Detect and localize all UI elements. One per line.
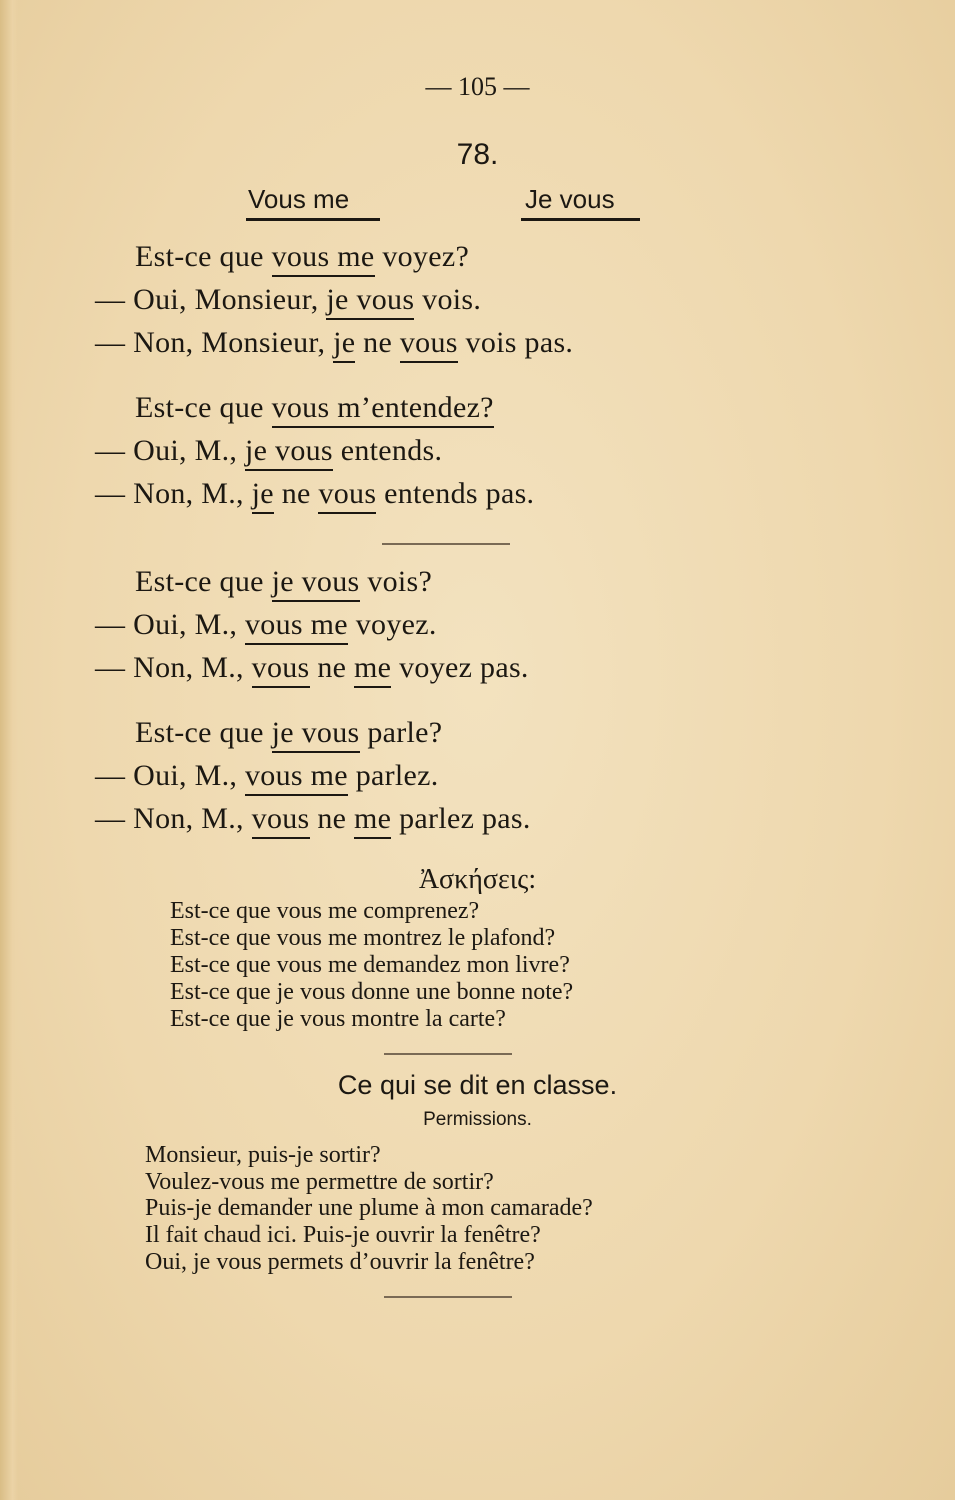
dialogue-line: Est-ce que vous m’entendez? <box>135 391 494 428</box>
dialogue-line: Est-ce que je vous vois? <box>135 565 432 602</box>
dialogue-line: — Oui, M., je vous entends. <box>95 434 442 471</box>
classroom-phrase: Puis-je demander une plume à mon camarade? <box>145 1195 593 1221</box>
dialogue-line: Est-ce que je vous parle? <box>135 716 442 753</box>
header-je-vous: Je vous <box>525 184 615 214</box>
classroom-phrase: Voulez-vous me permettre de sortir? <box>145 1169 494 1195</box>
dialogue-line: — Oui, Monsieur, je vous vois. <box>95 283 481 320</box>
page-number: — 105 — <box>425 72 530 101</box>
section-divider <box>384 1053 512 1055</box>
classroom-title: Ce qui se dit en classe. <box>337 1070 618 1100</box>
exercise-number: 78. <box>456 138 499 171</box>
header-je-vous-underline <box>521 218 640 221</box>
dialogue-line: — Non, M., vous ne me voyez pas. <box>95 651 529 688</box>
header-vous-me-underline <box>246 218 380 221</box>
dialogue-line: — Oui, M., vous me parlez. <box>95 759 439 796</box>
section-divider <box>382 543 510 545</box>
section-divider <box>384 1296 512 1298</box>
exercises-title: Ἀσκήσεις: <box>418 864 537 895</box>
dialogue-line: — Non, M., vous ne me parlez pas. <box>95 802 531 839</box>
exercise-item: Est-ce que je vous montre la carte? <box>170 1006 506 1032</box>
classroom-phrase: Oui, je vous permets d’ouvrir la fenêtre? <box>145 1249 535 1275</box>
dialogue-line: — Non, M., je ne vous entends pas. <box>95 477 534 514</box>
page-edge-shadow <box>0 0 18 1500</box>
dialogue-line: — Oui, M., vous me voyez. <box>95 608 437 645</box>
header-vous-me: Vous me <box>248 184 350 214</box>
dialogue-line: — Non, Monsieur, je ne vous vois pas. <box>95 326 573 363</box>
exercise-item: Est-ce que vous me comprenez? <box>170 898 480 924</box>
exercise-item: Est-ce que je vous donne une bonne note? <box>170 979 574 1005</box>
classroom-phrase: Monsieur, puis-je sortir? <box>145 1142 381 1168</box>
exercise-item: Est-ce que vous me montrez le plafond? <box>170 925 556 951</box>
classroom-phrase: Il fait chaud ici. Puis-je ouvrir la fenêtre? <box>145 1222 541 1248</box>
dialogue-line: Est-ce que vous me voyez? <box>135 240 469 277</box>
classroom-subtitle: Permissions. <box>423 1109 532 1130</box>
exercise-item: Est-ce que vous me demandez mon livre? <box>170 952 570 978</box>
